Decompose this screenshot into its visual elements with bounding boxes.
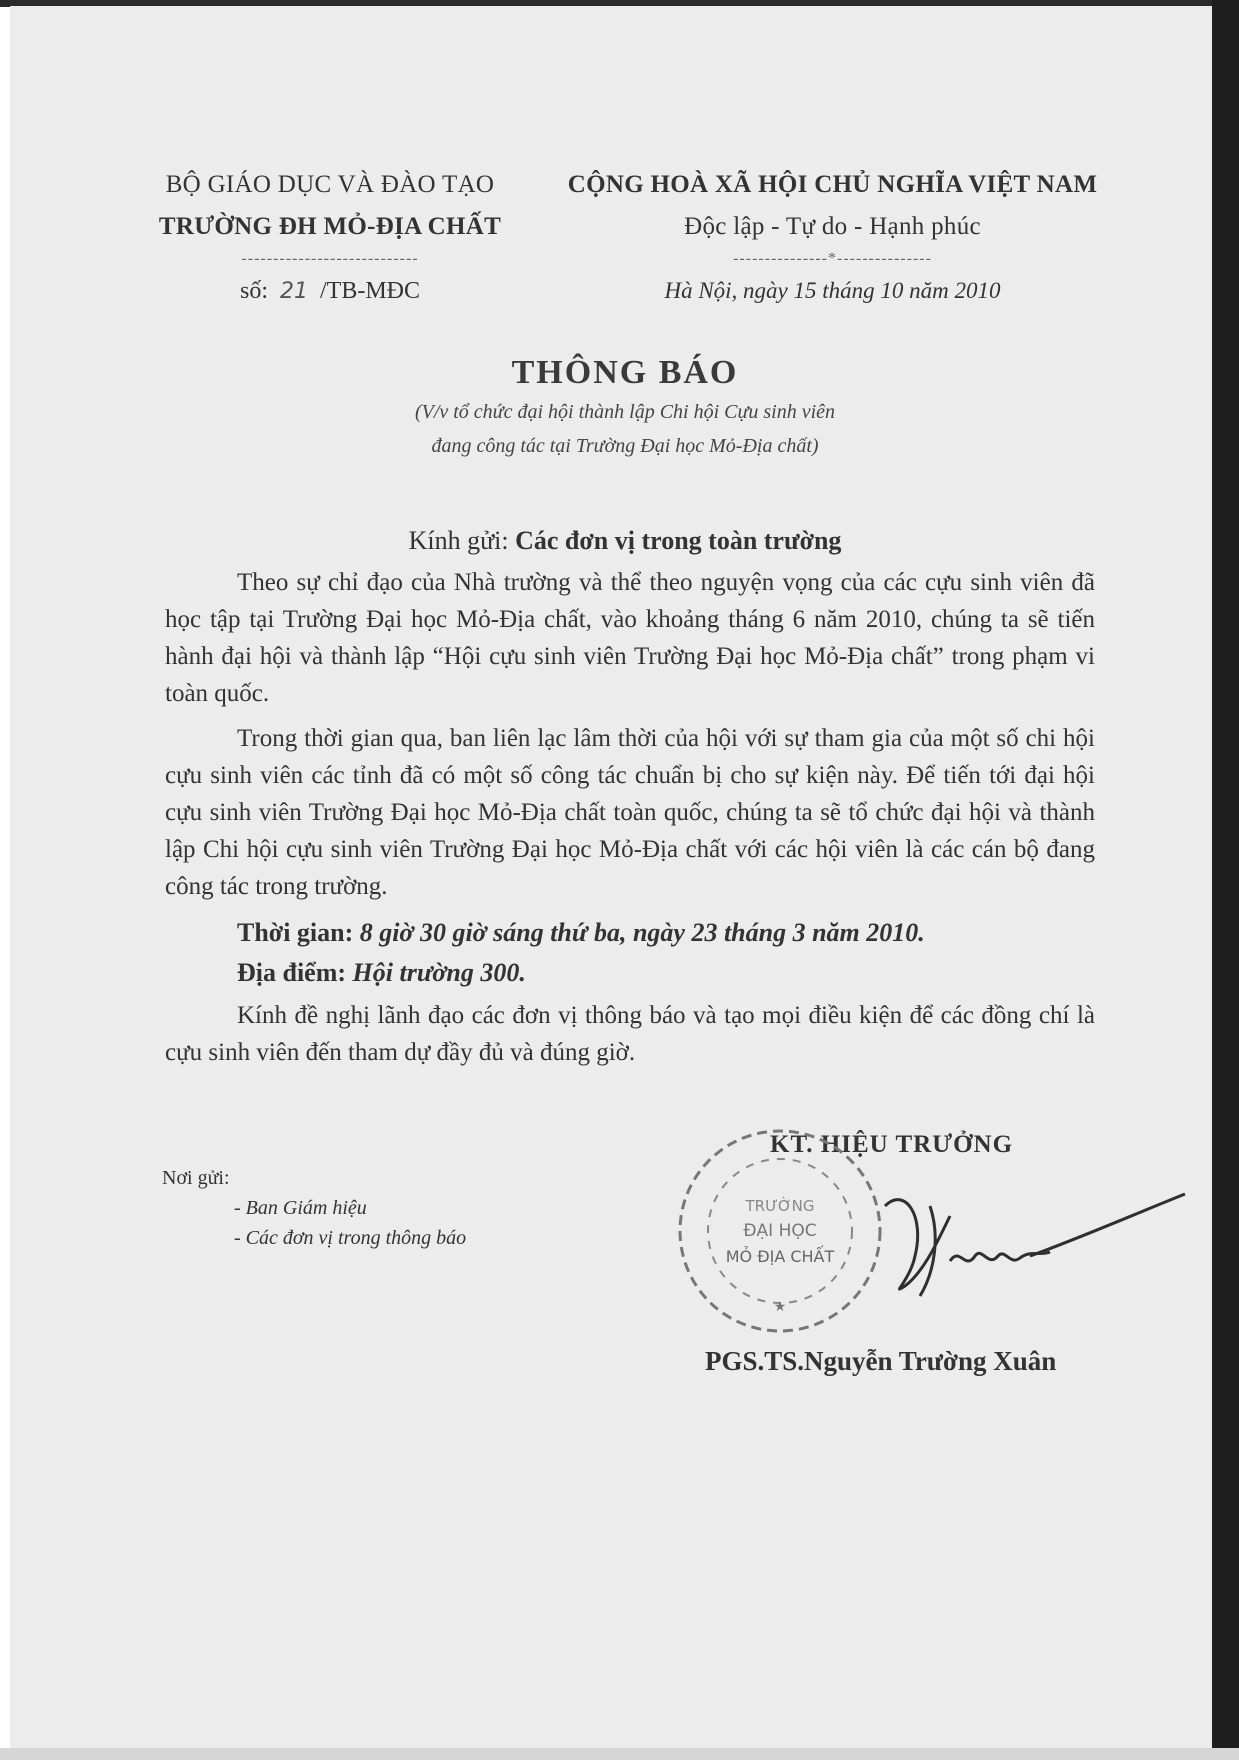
meeting-location — [165, 953, 1095, 993]
closing-paragraph: Kính đề nghị lãnh đạo các đơn vị thông báo và tạo mọi điều kiện để các đồng chí là cựu sinh viên đến tham dự đầy đủ và đúng giờ. — [165, 1002, 1095, 1066]
seal-text-mid: ĐẠI HỌC — [743, 1221, 817, 1241]
national-header — [555, 164, 1110, 308]
document-number — [145, 274, 515, 309]
document-page — [10, 6, 1212, 1748]
seal-text-bottom: MỎ ĐỊA CHẤT — [725, 1247, 835, 1266]
document-title: THÔNG BÁO — [511, 354, 739, 391]
recipient-item: - Ban Giám hiệu — [234, 1197, 367, 1219]
scan-edge-right — [1212, 0, 1239, 1760]
greeting — [210, 521, 1040, 561]
seal-text-top: TRƯỜNG — [745, 1197, 815, 1215]
svg-text:★: ★ — [773, 1299, 787, 1315]
number-prefix: số: — [239, 278, 268, 304]
time-label: Thời gian: — [237, 918, 354, 947]
left-separator: ---------------------------- — [241, 250, 419, 267]
greeting-recipient: Các đơn vị trong toàn trường — [515, 526, 842, 555]
time-value: 8 giờ 30 giờ sáng thứ ba, ngày 23 tháng 3 năm 2010. — [359, 918, 925, 947]
number-value: 21 — [280, 279, 308, 304]
signature-title: KT. HIỆU TRƯỞNG — [770, 1131, 1014, 1158]
recipients-list — [162, 1163, 582, 1253]
issue-date: Hà Nội, ngày 15 tháng 10 năm 2010 — [664, 278, 1001, 303]
recipient-item: - Các đơn vị trong thông báo — [234, 1227, 467, 1249]
scan-edge-bottom — [0, 1748, 1239, 1760]
organization-header — [145, 164, 515, 309]
recipients-label: Nơi gửi: — [162, 1167, 230, 1189]
signer-name: PGS.TS.Nguyễn Trường Xuân — [705, 1346, 1057, 1376]
ministry-name: BỘ GIÁO DỤC VÀ ĐÀO TẠO — [165, 171, 495, 198]
greeting-prefix: Kính gửi: — [408, 526, 509, 555]
document-body — [165, 564, 1095, 1079]
subtitle-line-1: (V/v tổ chức đại hội thành lập Chi hội Cựu sinh viên — [414, 401, 836, 423]
handwritten-signature-icon — [880, 1176, 1190, 1316]
meeting-time — [165, 913, 1095, 953]
country-name: CỘNG HOÀ XÃ HỘI CHỦ NGHĨA VIỆT NAM — [567, 171, 1098, 198]
official-seal-icon — [665, 1116, 895, 1346]
right-separator: ---------------*--------------- — [733, 250, 932, 267]
body-paragraph-2: Trong thời gian qua, ban liên lạc lâm thời của hội với sự tham gia của một số chi hội cựu sinh viên các tỉnh đã có một số công tác chuẩn bị cho sự kiện này. Để tiến tới đại hội cựu sinh viên Trường Đại học Mỏ-Địa chất toàn quốc, chúng ta sẽ tổ chức đại hội và thành lập Chi hội cựu sinh viên Trường Đại học Mỏ-Địa chất với các hội viên là các cán bộ đang công tác trong trường. — [165, 725, 1095, 900]
body-paragraph-1: Theo sự chỉ đạo của Nhà trường và thể theo nguyện vọng của các cựu sinh viên đã học tập tại Trường Đại học Mỏ-Địa chất, vào khoảng tháng 6 năm 2010, chúng ta sẽ tiến hành đại hội và thành lập “Hội cựu sinh viên Trường Đại học Mỏ-Địa chất” trong phạm vi toàn quốc. — [165, 569, 1095, 707]
title-block — [210, 351, 1040, 463]
location-value: Hội trường 300. — [352, 958, 526, 987]
university-name: TRƯỜNG ĐH MỎ-ĐỊA CHẤT — [158, 213, 502, 240]
number-suffix: /TB-MĐC — [320, 278, 421, 304]
subtitle-line-2: đang công tác tại Trường Đại học Mỏ-Địa chất) — [431, 435, 819, 457]
national-motto: Độc lập - Tự do - Hạnh phúc — [684, 213, 981, 240]
location-label: Địa điểm: — [237, 958, 347, 987]
